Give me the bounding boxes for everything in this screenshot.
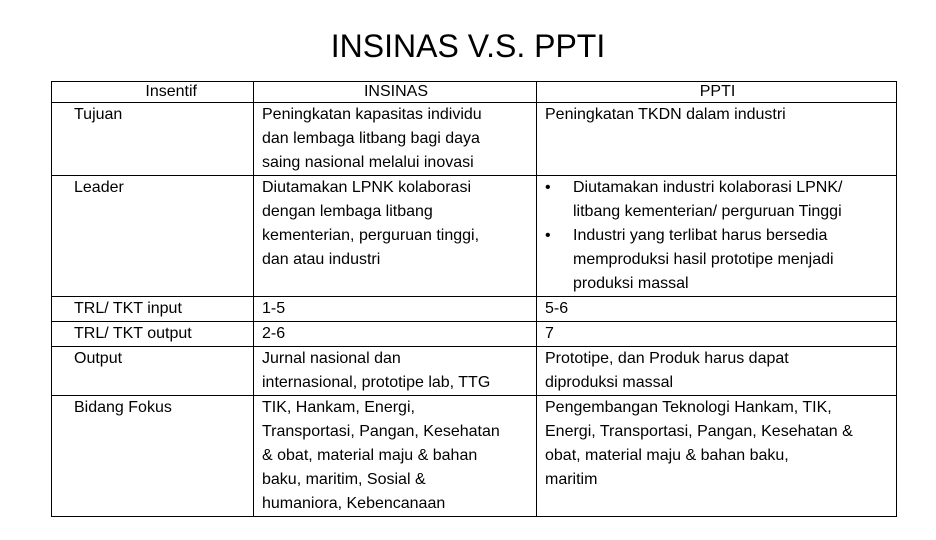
row-label: Leader bbox=[52, 176, 254, 297]
insinas-cell: 1-5 bbox=[254, 297, 537, 322]
header-ppti: PPTI bbox=[537, 82, 897, 103]
cell-line: TIK, Hankam, Energi, bbox=[262, 399, 415, 416]
insinas-cell bbox=[254, 176, 537, 297]
cell-line: dan atau industri bbox=[262, 251, 381, 268]
cell-line: saing nasional melalui inovasi bbox=[262, 154, 474, 171]
list-item bbox=[545, 176, 890, 224]
row-label: Bidang Fokus bbox=[52, 396, 254, 517]
cell-line: Diutamakan LPNK kolaborasi bbox=[262, 179, 471, 196]
page-title: INSINAS V.S. PPTI bbox=[330, 28, 606, 64]
cell-line: litbang kementerian/ perguruan Tinggi bbox=[573, 203, 842, 220]
header-insentif: Insentif bbox=[52, 82, 254, 103]
ppti-cell bbox=[537, 103, 897, 176]
cell-line: Energi, Transportasi, Pangan, Kesehatan & bbox=[545, 423, 853, 440]
cell-line: diproduksi massal bbox=[545, 374, 674, 391]
cell-line: • Diutamakan industri kolaborasi LPNK/ bbox=[573, 179, 843, 196]
cell-line: Transportasi, Pangan, Kesehatan bbox=[262, 423, 500, 440]
cell-line: kementerian, perguruan tinggi, bbox=[262, 227, 480, 244]
cell-line: dan lembaga litbang bagi daya bbox=[262, 130, 480, 147]
ppti-cell bbox=[537, 396, 897, 517]
cell-line: • Industri yang terlibat harus bersedia bbox=[573, 227, 828, 244]
cell-line: internasional, prototipe lab, TTG bbox=[262, 374, 491, 391]
cell-line: & obat, material maju & bahan bbox=[262, 447, 478, 464]
table-row bbox=[52, 396, 897, 517]
cell-line: obat, material maju & bahan baku, bbox=[545, 447, 789, 464]
header-insinas: INSINAS bbox=[254, 82, 537, 103]
row-label: Output bbox=[52, 347, 254, 396]
ppti-cell: 5-6 bbox=[537, 297, 897, 322]
table-row bbox=[52, 103, 897, 176]
row-label: TRL/ TKT output bbox=[52, 322, 254, 347]
cell-line: Peningkatan kapasitas individu bbox=[262, 106, 482, 123]
ppti-cell: 7 bbox=[537, 322, 897, 347]
ppti-cell bbox=[537, 176, 897, 297]
comparison-table bbox=[51, 81, 897, 517]
cell-line: Jurnal nasional dan bbox=[262, 350, 401, 367]
insinas-cell: 2-6 bbox=[254, 322, 537, 347]
cell-line: Peningkatan TKDN dalam industri bbox=[545, 106, 786, 123]
table-row bbox=[52, 347, 897, 396]
ppti-cell bbox=[537, 347, 897, 396]
table-row bbox=[52, 176, 897, 297]
bullet-list bbox=[545, 176, 890, 296]
table-row bbox=[52, 322, 897, 347]
cell-line: Prototipe, dan Produk harus dapat bbox=[545, 350, 789, 367]
cell-line: dengan lembaga litbang bbox=[262, 203, 433, 220]
insinas-cell bbox=[254, 347, 537, 396]
cell-line: humaniora, Kebencanaan bbox=[262, 495, 446, 512]
header-row bbox=[52, 82, 897, 103]
insinas-cell bbox=[254, 396, 537, 517]
table-row bbox=[52, 297, 897, 322]
insinas-cell bbox=[254, 103, 537, 176]
row-label: Tujuan bbox=[52, 103, 254, 176]
cell-line: maritim bbox=[545, 471, 598, 488]
list-item bbox=[545, 224, 890, 296]
cell-line: produksi massal bbox=[573, 275, 689, 292]
cell-line: memproduksi hasil prototipe menjadi bbox=[573, 251, 834, 268]
row-label: TRL/ TKT input bbox=[52, 297, 254, 322]
cell-line: Pengembangan Teknologi Hankam, TIK, bbox=[545, 399, 832, 416]
cell-line: baku, maritim, Sosial & bbox=[262, 471, 426, 488]
